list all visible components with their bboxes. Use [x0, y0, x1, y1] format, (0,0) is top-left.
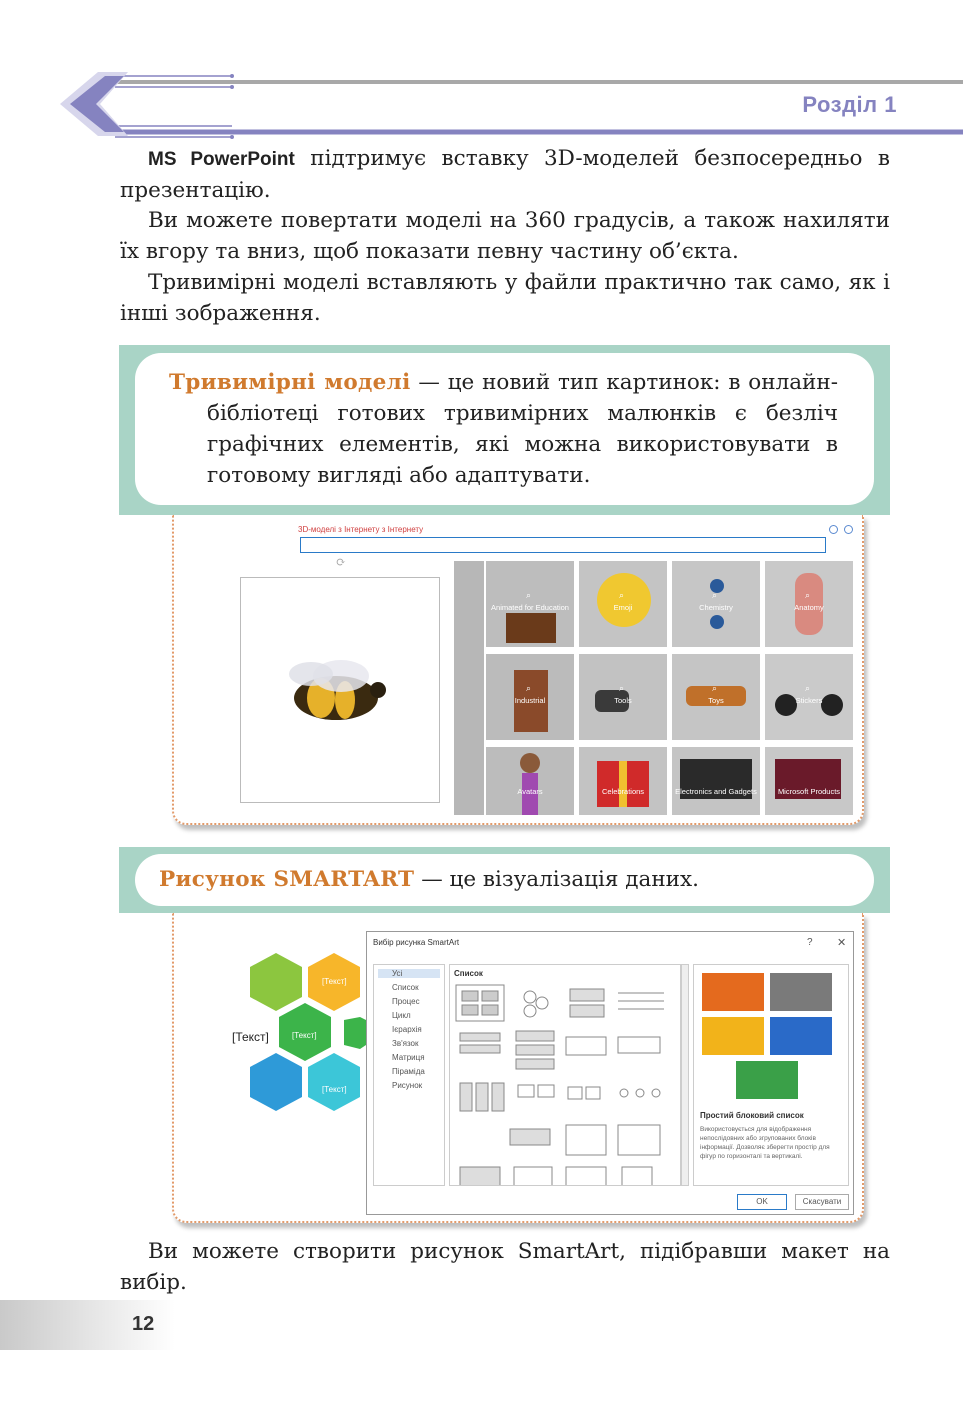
search-icon: ⌕: [805, 591, 811, 601]
p1-text: підтримує вставку 3D-моделей безпосередньо в презентацію.: [120, 146, 890, 203]
tile-avatars[interactable]: [486, 747, 574, 815]
search-icon: ⌕: [526, 684, 532, 694]
category-list-item[interactable]: Список: [392, 983, 419, 992]
tiles-left-partial: [454, 561, 484, 815]
tile-industrial[interactable]: [486, 654, 574, 740]
layout-thumbnails-icon: [450, 965, 681, 1186]
definition-3d-term: Тривимірні моделі: [169, 370, 411, 395]
category-pyramid[interactable]: Піраміда: [392, 1067, 425, 1076]
tile-emoji[interactable]: [579, 561, 667, 647]
category-hierarchy[interactable]: Ієрархія: [392, 1025, 422, 1034]
help-button[interactable]: ?: [807, 937, 813, 948]
intro-paragraph-2: [120, 205, 890, 267]
intro-paragraph-1: [120, 143, 890, 206]
smartart-screenshot: [172, 913, 864, 1223]
hex-label-orange: [Текст]: [322, 977, 347, 986]
bold-app-name: MS PowerPoint: [148, 149, 295, 170]
tile-label: Avatars: [517, 787, 543, 796]
tile-label: Chemistry: [699, 603, 733, 612]
tile-label: Celebrations: [601, 787, 645, 796]
category-process[interactable]: Процес: [392, 997, 420, 1006]
tile-label: Tools: [614, 696, 632, 705]
preview-panel: [693, 964, 849, 1186]
layouts-grid: [449, 964, 681, 1186]
preview-blocks-icon: [694, 965, 850, 1105]
scroll-down-icon[interactable]: [844, 525, 853, 534]
hex-label-green: [Текст]: [292, 1031, 317, 1040]
definition-smartart-text: [159, 864, 838, 895]
tile-animated-education[interactable]: [486, 561, 574, 647]
tile-celebrations[interactable]: [579, 747, 667, 815]
bee-model-selection[interactable]: [240, 577, 440, 803]
preview-title: Простий блоковий список: [700, 1111, 804, 1120]
tile-label: Emoji: [613, 603, 633, 612]
category-cycle[interactable]: Цикл: [392, 1011, 411, 1020]
layouts-scrollbar[interactable]: [681, 964, 689, 1186]
tile-chemistry[interactable]: [672, 561, 760, 647]
preview-description: Використовується для відображення непослідовних або згрупованих блоків інформації. Дозволяє зберегти простір для фігур по горизонталі та вертикалі.: [700, 1126, 830, 1160]
category-all[interactable]: Усі: [378, 969, 440, 978]
scroll-up-icon[interactable]: [829, 525, 838, 534]
smartart-dialog: [366, 931, 854, 1215]
search-icon: ⌕: [805, 684, 811, 694]
3d-models-screenshot: [172, 515, 864, 825]
tile-label: Stickers: [795, 696, 823, 705]
page-number-bar: [0, 1300, 175, 1350]
tile-label: Microsoft Products: [777, 787, 841, 796]
tile-label: Industrial: [514, 696, 546, 705]
chapter-title: Розділ 1: [802, 92, 897, 117]
outro-text: Ви можете створити рисунок SmartArt, підібравши макет на вибір.: [120, 1239, 890, 1295]
search-icon: ⌕: [619, 684, 625, 694]
bee-3d-model-icon: [241, 578, 441, 804]
online-3d-title: 3D-моделі з Інтернету з Інтернету: [298, 525, 424, 534]
search-icon: ⌕: [712, 684, 718, 694]
ok-button[interactable]: OK: [737, 1194, 787, 1210]
tile-stickers[interactable]: [765, 654, 853, 740]
category-picture[interactable]: Рисунок: [392, 1081, 423, 1090]
category-matrix[interactable]: Матриця: [392, 1053, 425, 1062]
page-number: 12: [132, 1313, 155, 1335]
definition-box-3d: [119, 345, 890, 515]
hex-label-cyan: [Текст]: [322, 1085, 347, 1094]
definition-smartart-term: Рисунок SMARTART: [159, 867, 415, 892]
tile-label: Animated for Education: [491, 603, 569, 612]
p2-text: Ви можете повертати моделі на 360 градусів, а також нахиляти їх вгору та вниз, щоб показати певну частину об’єкта.: [120, 208, 890, 264]
outro-paragraph: [120, 1236, 890, 1298]
layouts-header: Список: [454, 969, 483, 978]
tile-tools[interactable]: [579, 654, 667, 740]
search-icon: ⌕: [526, 591, 532, 601]
tile-anatomy[interactable]: [765, 561, 853, 647]
tile-label: Anatomy: [794, 603, 824, 612]
p3-text: Тривимірні моделі вставляють у файли практично так само, як і інші зображення.: [120, 270, 890, 326]
category-list: [373, 964, 445, 1186]
category-relationship[interactable]: Зв'язок: [392, 1039, 419, 1048]
cancel-button[interactable]: Скасувати: [795, 1194, 849, 1210]
tile-microsoft-products[interactable]: [765, 747, 853, 815]
3d-search-input[interactable]: [300, 537, 826, 553]
search-icon: ⌕: [619, 591, 625, 601]
tile-electronics[interactable]: [672, 747, 760, 815]
definition-3d-body: — це новий тип картинок: в онлайн-бібліотеці готових тривимірних малюнків є безліч графічних елементів, які можна використовувати в готовому вигляді або адаптувати.: [207, 370, 838, 488]
tile-toys[interactable]: [672, 654, 760, 740]
tile-label: Electronics and Gadgets: [675, 787, 757, 796]
search-icon: ⌕: [712, 591, 718, 601]
hex-label-main: [Текст]: [232, 1030, 269, 1044]
definition-smartart-body: — це візуалізація даних.: [414, 867, 699, 892]
intro-paragraph-3: [120, 267, 890, 329]
close-button[interactable]: ✕: [837, 937, 847, 949]
tile-label: Toys: [708, 696, 724, 705]
dialog-title: Вибір рисунка SmartArt: [373, 938, 460, 947]
definition-3d-text: [169, 367, 838, 491]
definition-box-smartart: [119, 847, 890, 913]
rotate-handle-icon[interactable]: ⟳: [336, 555, 347, 569]
